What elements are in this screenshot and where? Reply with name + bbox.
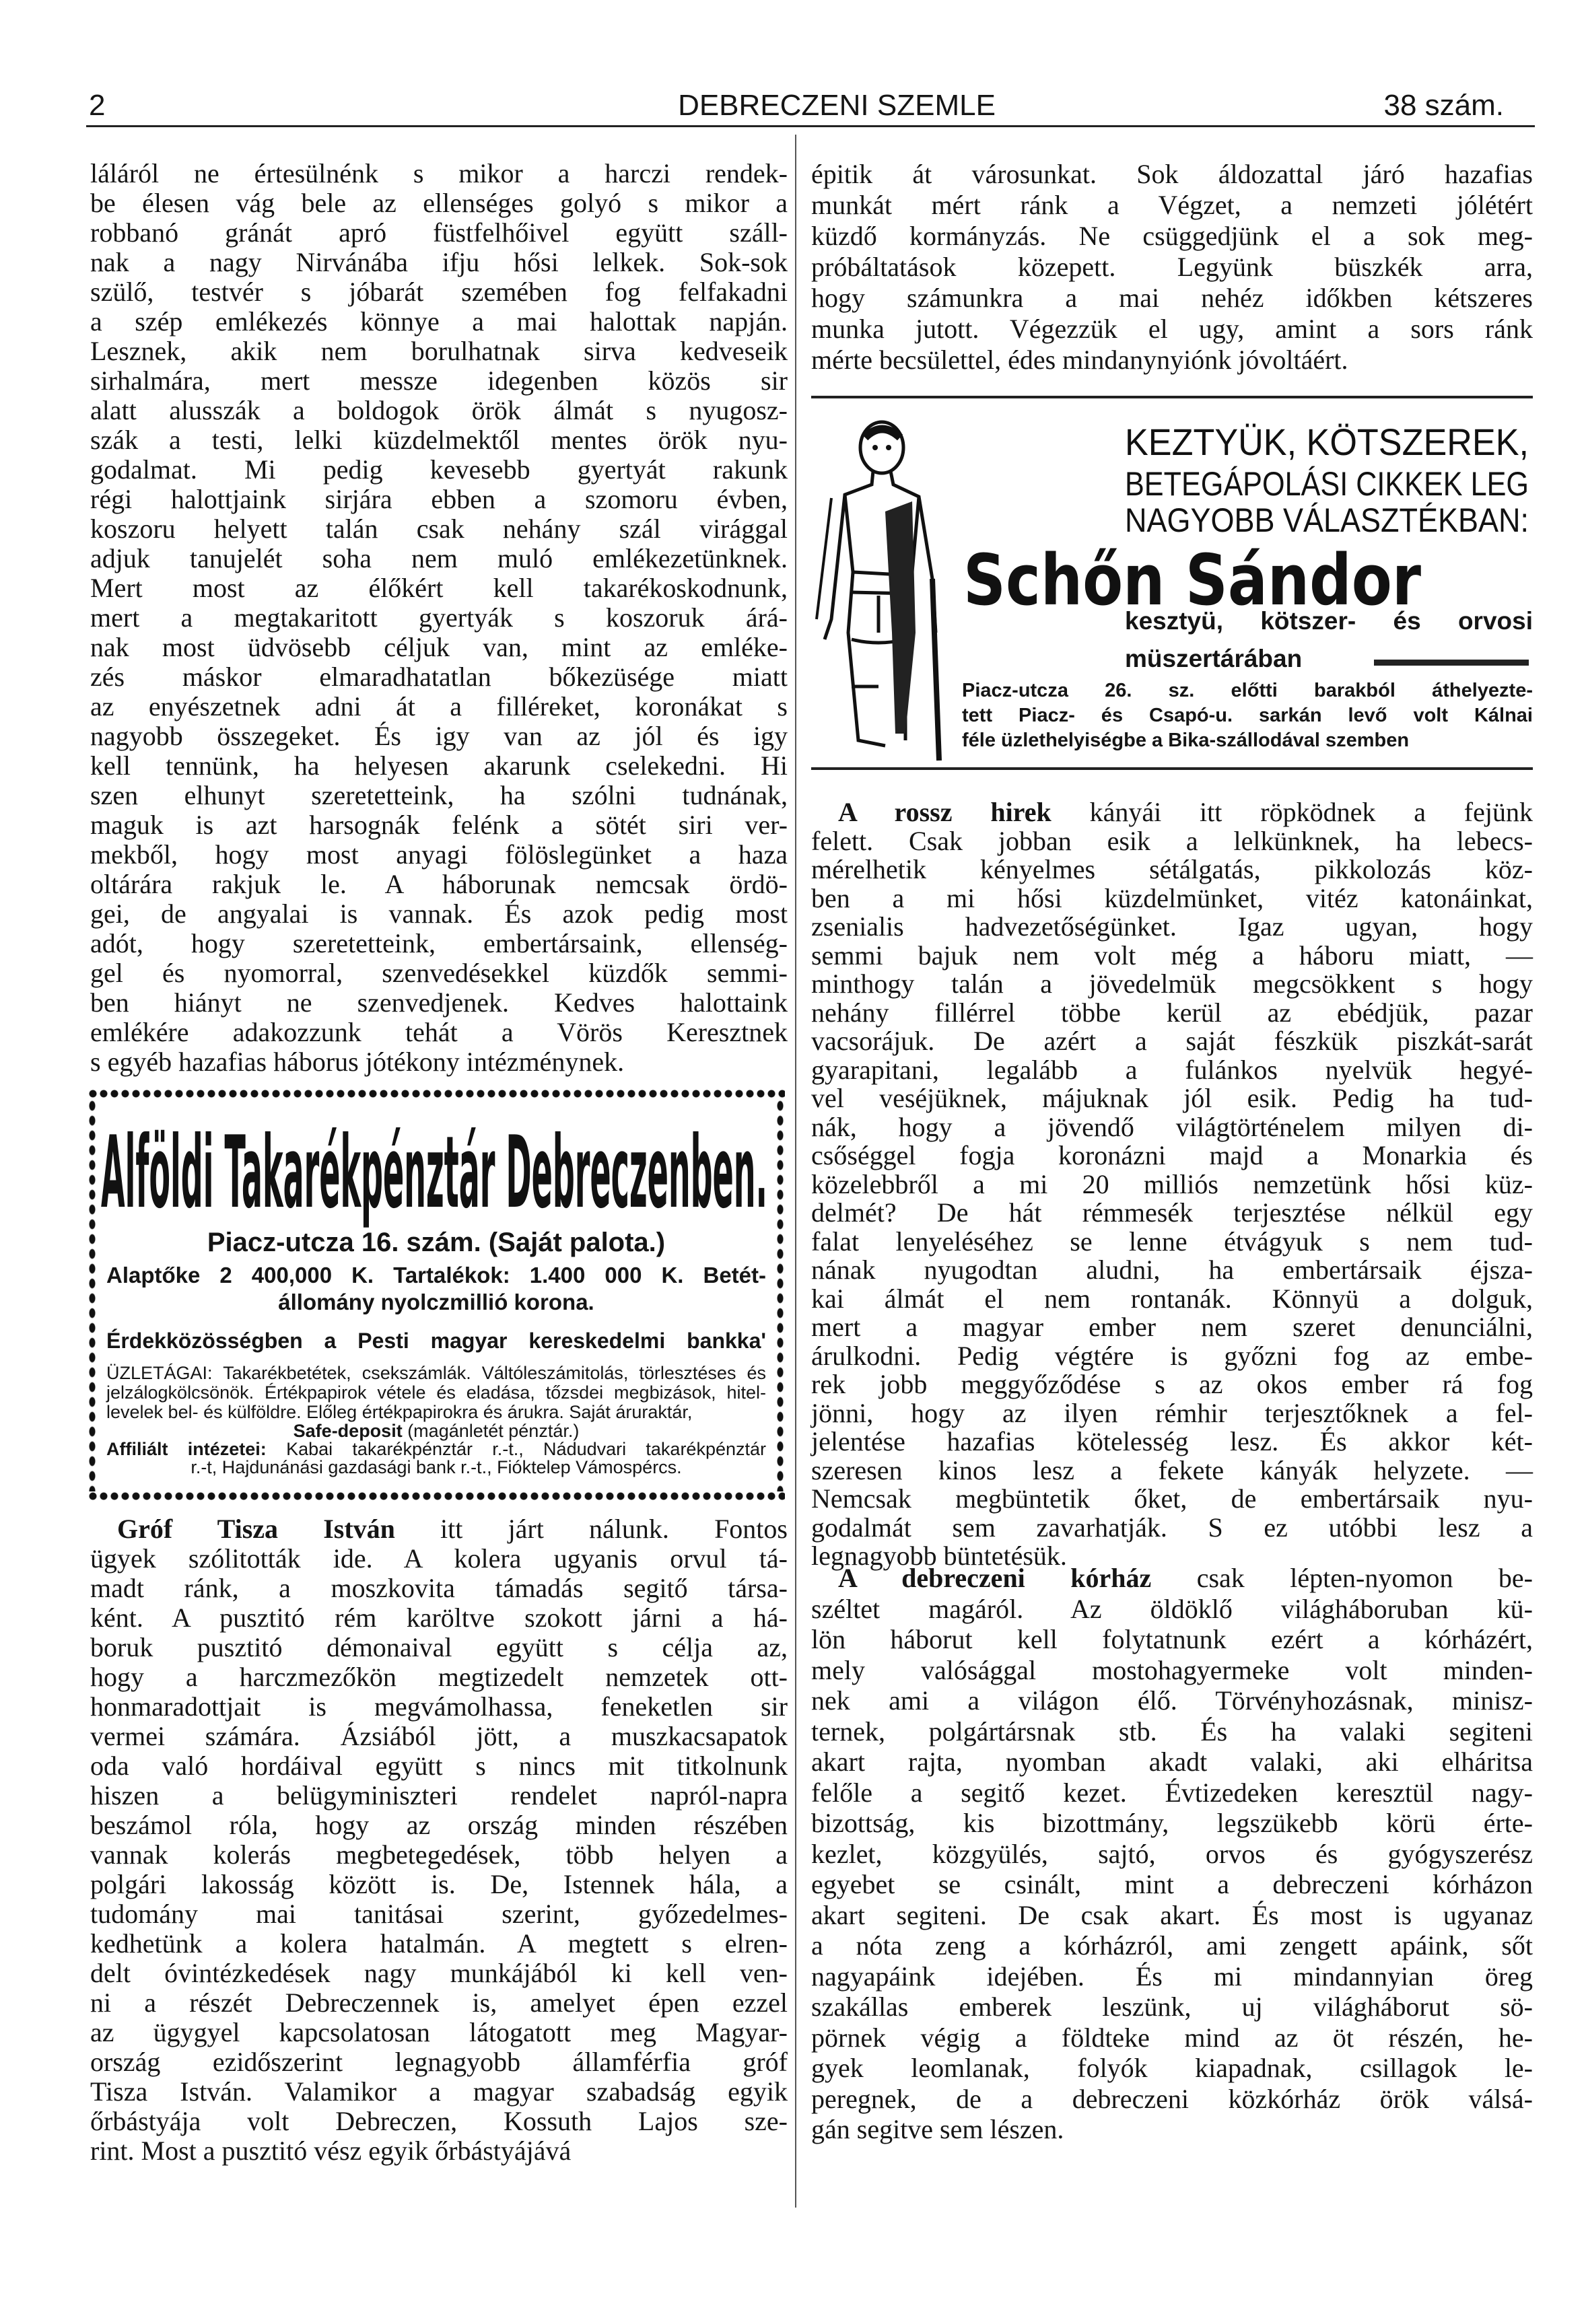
article-hospital bbox=[811, 1563, 1533, 2145]
text-line: sirhalmára, mert messze idegenben közös sir bbox=[90, 365, 788, 396]
ad-rule-top bbox=[811, 396, 1533, 398]
article-lead: A rossz hirek bbox=[838, 797, 1051, 827]
text-line: Tisza István. Valamikor a magyar szabadság egyik bbox=[90, 2076, 788, 2107]
text-line: ügyek szólitották ide. A kolera ugyanis orvul tá- bbox=[90, 1543, 788, 1574]
text-line: szülő, testvér s jóbarát szemében fog felfakadni bbox=[90, 277, 788, 307]
text-line: árulkodni. Pedig végtére is győzni fog az embe- bbox=[811, 1340, 1533, 1371]
text-line: legnagyobb büntetésük. bbox=[811, 1541, 1067, 1571]
newspaper-title: DEBRECZENI SZEMLE bbox=[678, 89, 996, 122]
text-line: be élesen vág bele az ellenséges golyó s mikor a bbox=[90, 188, 788, 218]
text-line: mely valósággal mostohagyermeke volt minden- bbox=[811, 1654, 1533, 1685]
text-line: ternek, polgártársnak stb. És ha valaki segiteni bbox=[811, 1716, 1533, 1747]
decorative-bar bbox=[1374, 660, 1529, 666]
text-line: mekből, hogy most anyagi fölöslegünket a haza bbox=[90, 839, 788, 870]
text-line: oltárára rakjuk le. A háborunak nemcsak ördö- bbox=[90, 869, 788, 899]
text-line: kezlet, közgyülés, sajtó, orvos és gyógyszerész bbox=[811, 1838, 1533, 1869]
shop-description: kesztyü, kötszer- és orvosi bbox=[1125, 607, 1533, 635]
text-line: tett Piacz- és Csapó-u. sarkán levő volt Kálnai bbox=[962, 705, 1533, 726]
dotted-border-right bbox=[775, 1098, 785, 1491]
text-line: régi halottjaink sirjára ebben a szomoru évben, bbox=[90, 484, 788, 514]
affiliates-text: Kabai takarékpénztár r.-t., Nádudvari takarékpénztár bbox=[266, 1439, 767, 1459]
text-line: ként. A pusztitó rém karöltve szokott járni a há- bbox=[90, 1603, 788, 1633]
bank-address: Piacz-utcza 16. szám. (Saját palota.) bbox=[207, 1228, 666, 1257]
bank-interest: Érdekközösségben a Pesti magyar kereskedelmi bankka' bbox=[106, 1329, 766, 1353]
text-line: nának nyugodtan aludni, ha embertársaik éjsza- bbox=[811, 1255, 1533, 1285]
column-divider bbox=[795, 135, 796, 2208]
article-tisza bbox=[90, 1514, 788, 2166]
text-line bbox=[811, 1563, 1533, 1594]
schon-advertisement bbox=[811, 404, 1533, 767]
text-line: hogy számunkra a mai nehéz időkben kétszeres bbox=[811, 283, 1533, 313]
ad-headline bbox=[1125, 423, 1533, 551]
bank-affiliates bbox=[106, 1440, 766, 1459]
text-line: gyarapitani, legalább a fulánkos nyelvük hegyé- bbox=[811, 1054, 1533, 1085]
text-line: delt óvintézkedések nagy munkájából ki kell ven- bbox=[90, 1958, 788, 1988]
header-rule bbox=[86, 125, 1535, 127]
text-line: az ügygyel kapcsolatosan látogatott meg Magyar- bbox=[90, 2017, 788, 2047]
text-line: s egyéb hazafias háborus jótékony intézménynek. bbox=[90, 1047, 625, 1077]
dotted-border-top bbox=[88, 1089, 785, 1098]
text-line: ÜZLETÁGAI: Takarékbetétek, csekszámlák. Váltóleszámitolás, törlesztéses és bbox=[106, 1363, 766, 1383]
text-line: ni a részét Debreczennek is, amelyet épen ezzel bbox=[90, 1987, 788, 2018]
text-line: mérte becsülettel, édes mindanynyiónk jóvoltáért. bbox=[811, 345, 1348, 375]
text-line bbox=[90, 1514, 788, 1544]
text-line: vacsorájuk. De azért a saját fészkük piszkát-sarát bbox=[811, 1026, 1533, 1056]
text-line: peregnek, de a debreczeni közkórház örök válsá- bbox=[811, 2083, 1533, 2114]
text-line: godalmát sem zavarhatják. S ez utóbbi lesz a bbox=[811, 1512, 1533, 1543]
text-line: mert a magyar ember nem szeret denunciálni, bbox=[811, 1312, 1533, 1342]
text-line: szakállas emberek leszünk, uj világháborut sö- bbox=[811, 1992, 1533, 2022]
text-line: egyebet se csinált, mint a debreczeni kórházon bbox=[811, 1869, 1533, 1899]
text-line: lön háborut kell folytatnunk ezért a kórházért, bbox=[811, 1624, 1533, 1654]
text-line: zsenialis hadvezetőségünket. Igaz ugyan, hogy bbox=[811, 911, 1533, 942]
text-line: akart rajta, nyomban akadt valaki, aki elháritsa bbox=[811, 1747, 1533, 1777]
bank-affiliates-2: r.-t, Hajdunánási gazdasági bank r.-t., Fióktelep Vámospércs. bbox=[191, 1457, 682, 1477]
text-line: kedhetünk a kolera hatalmán. A megtett s elren- bbox=[90, 1928, 788, 1959]
dotted-border-bottom bbox=[88, 1491, 785, 1501]
bank-advertisement bbox=[88, 1089, 785, 1501]
text-line: munka jutott. Végezzük el ugy, amint a sors ránk bbox=[811, 314, 1533, 344]
text-line: széltet magáról. Az öldöklő világháboruban kü- bbox=[811, 1593, 1533, 1624]
text-line: felőle a segitő kezet. Évtizedeken keresztül nagy- bbox=[811, 1777, 1533, 1808]
text-line: nak a nagy Nirvánába ifju hősi lelkek. Sok-sok bbox=[90, 247, 788, 277]
article-lead: Gróf Tisza István bbox=[117, 1514, 395, 1544]
text-line: munkát mért ránk a Végzet, a nemzeti jólétért bbox=[811, 190, 1533, 220]
text-line: őrbástyája volt Debreczen, Kossuth Lajos sze- bbox=[90, 2106, 788, 2136]
issue-number: 38 szám. bbox=[1383, 89, 1504, 122]
text-line: gán segitve sem lészen. bbox=[811, 2114, 1064, 2144]
text-line: kai álmát el nem rontanák. Könnyü a dolguk, bbox=[811, 1283, 1533, 1314]
text-line: gel és nyomorral, szenvedésekkel küzdők semmi- bbox=[90, 958, 788, 988]
text-line: féle üzlethelyiségbe a Bika-szállodával szemben bbox=[962, 730, 1410, 751]
text-line: boruk pusztitó démonaival együtt s célja az, bbox=[90, 1632, 788, 1662]
text-line: a nóta zeng a kórházról, ami zengett apáink, sőt bbox=[811, 1930, 1533, 1961]
text-line: alatt alusszák a boldogok örök álmát s nyugosz- bbox=[90, 395, 788, 425]
text-line: ben a mi hősi küzdelmünket, vitéz katonáinkat, bbox=[811, 882, 1533, 913]
svg-text:Alföldi Takarékpénztár Debrecz: Alföldi Takarékpénztár Debreczenben. bbox=[101, 1124, 767, 1230]
text-line: mert a megtakaritott gyertyák s koszoruk árá- bbox=[90, 602, 788, 633]
text-line: robbanó gránát apró füstfelhőivel együtt száll- bbox=[90, 217, 788, 248]
text-line: szák a testi, lelki küzdelmektől mentes örök nyu- bbox=[90, 425, 788, 455]
text: kányái itt röpködnek a fejünk bbox=[1051, 797, 1533, 827]
text-line: nak most üdvösebb céljuk van, mint az emléke- bbox=[90, 632, 788, 662]
text-line: hogy a harczmezőkön megtizedelt nemzetek ott- bbox=[90, 1662, 788, 1692]
bank-safe-deposit bbox=[101, 1421, 771, 1441]
text-line: rek jobb meggyőződése s az okos ember rá fog bbox=[811, 1369, 1533, 1399]
text-line: vannak kolerás megbetegedések, több helyen a bbox=[90, 1839, 788, 1870]
text-line: épitik át városunkat. Sok áldozattal járó hazafias bbox=[811, 159, 1533, 189]
text-line: adót, hogy szeretetteink, embertársaink, ellenség- bbox=[90, 928, 788, 958]
text-line bbox=[811, 798, 1533, 827]
text-line: oda való hordáival együtt s nincs mit titkolnunk bbox=[90, 1751, 788, 1781]
text-line: godalmat. Mi pedig kevesebb gyertyát rakunk bbox=[90, 454, 788, 485]
text-line: gyek leomlanak, folyók kiapadnak, csillagok le- bbox=[811, 2053, 1533, 2083]
ad-rule-bottom bbox=[811, 767, 1533, 770]
safe-text: (magánletét pénztár.) bbox=[402, 1421, 580, 1441]
bank-capital: Alaptőke 2 400,000 K. Tartalékok: 1.400 000 K. Betét- bbox=[106, 1263, 766, 1288]
man-with-prosthesis-illustration bbox=[811, 417, 953, 771]
safe-label: Safe-deposit bbox=[293, 1421, 403, 1441]
text-line: polgári lakosság között is. De, Istennek hála, a bbox=[90, 1869, 788, 1899]
text-line: falat lenyeléséhez se lenne étvágyuk s nem tud- bbox=[811, 1226, 1533, 1257]
shop-owner-name bbox=[963, 537, 1435, 618]
text-line: nehány fillérrel többe kerül az ebédjük, pazar bbox=[811, 997, 1533, 1028]
text-line: csőséggel fogja koronázni majd a Monarkia és bbox=[811, 1140, 1533, 1170]
text-line: közelebbről a mi 20 milliós nemzetünk hősi küz- bbox=[811, 1168, 1533, 1199]
text-line: vel veséjüknek, májuknak jól esik. Pedig ha tud- bbox=[811, 1083, 1533, 1113]
text-line: bizottság, kis bizottmány, legszükebb körü érte- bbox=[811, 1808, 1533, 1838]
article-all-souls bbox=[90, 159, 788, 1077]
text-line: szen elhunyt szeretetteink, ha szólni tudnának, bbox=[90, 780, 788, 810]
text-line: a szép emlékezés könnye a mai halottak napján. bbox=[90, 306, 788, 337]
text-line: Mert most az élőkért kell takarékoskodnunk, bbox=[90, 573, 788, 603]
text-line: jönni, hogy az ilyen rémhir terjesztőknek a fel- bbox=[811, 1397, 1533, 1428]
text-line: próbáltatások közepett. Legyünk büszkék arra, bbox=[811, 252, 1533, 282]
text-line: nák, hogy a jövendő világtörténelem milyen di- bbox=[811, 1111, 1533, 1142]
text-line: levelek bel- és külföldre. Előleg értékpapirokra és árukra. Saját áruraktár, bbox=[106, 1402, 693, 1422]
svg-text:Schőn Sándor: Schőn Sándor bbox=[963, 539, 1421, 618]
text-line: Lesznek, akik nem borulhatnak sirva kedveseik bbox=[90, 336, 788, 366]
article-rumors bbox=[811, 798, 1533, 1571]
text-line: nek ami a világon élő. Törvényhozásnak, minisz- bbox=[811, 1685, 1533, 1716]
bank-title bbox=[101, 1124, 774, 1232]
text-line: pörnek végig a földteke mind az öt részén, he- bbox=[811, 2022, 1533, 2053]
text-line: felett. Csak jobban esik a lelkünknek, ha lebecs- bbox=[811, 825, 1533, 856]
text-line: kell tennünk, ha helyesen akarunk cselekedni. Hi bbox=[90, 750, 788, 781]
text-line: zés máskor elmaradhatatlan bőkezüsége miatt bbox=[90, 662, 788, 692]
text-line: nagyapáink idejében. És mi mindannyian öreg bbox=[811, 1961, 1533, 1992]
shop-address bbox=[962, 678, 1533, 753]
article-continuation bbox=[811, 159, 1533, 376]
text-line: láláról ne értesülnénk s mikor a harczi rendek- bbox=[90, 158, 788, 188]
text-line: gei, de angyalai is vannak. És azok pedig most bbox=[90, 899, 788, 929]
text-line: küzdő kormányzás. Ne csüggedjünk el a sok meg- bbox=[811, 221, 1533, 251]
text-line: ország ezidőszerint legnagyobb államférfia gróf bbox=[90, 2047, 788, 2077]
text-line: jelentése hazafias kötelesség lesz. És akkor két- bbox=[811, 1426, 1533, 1456]
text-line: ben hiányt ne szenvedjenek. Kedves halottaink bbox=[90, 987, 788, 1018]
svg-text:NAGYOBB VÁLASZTÉKBAN:: NAGYOBB VÁLASZTÉKBAN: bbox=[1125, 501, 1529, 539]
text-line: vermei számára. Ázsiából jött, a muszkacsapatok bbox=[90, 1721, 788, 1751]
text-line: beszámol róla, hogy az ország minden részében bbox=[90, 1810, 788, 1840]
svg-text:KEZTYÜK, KÖTSZEREK,: KEZTYÜK, KÖTSZEREK, bbox=[1125, 423, 1529, 463]
text-line: adjuk tanujelét soha nem muló emlékezetünknek. bbox=[90, 543, 788, 573]
text-line: koszoru helyett talán csak nehány szál virággal bbox=[90, 514, 788, 544]
text: itt járt nálunk. Fontos bbox=[394, 1514, 788, 1544]
dotted-border-left bbox=[88, 1098, 97, 1491]
article-lead: A debreczeni kórház bbox=[838, 1563, 1152, 1593]
text-line: tudomány mai tanitásai szerint, győzedelmes- bbox=[90, 1899, 788, 1929]
text-line: szeresen kinos lesz a fekete kányák helyzete. — bbox=[811, 1454, 1533, 1485]
text-line: rint. Most a pusztitó vész egyik őrbástyájává bbox=[90, 2136, 572, 2166]
bank-business bbox=[106, 1364, 766, 1422]
text-line: hiszen a belügyminiszteri rendelet napról-napra bbox=[90, 1780, 788, 1810]
bank-deposits: állomány nyolczmillió korona. bbox=[278, 1290, 594, 1314]
text-line: Nemcsak megbüntetik őket, de embertársaik nyu- bbox=[811, 1483, 1533, 1514]
text-line: az enyészetnek adni át a filléreket, koronákat s bbox=[90, 691, 788, 721]
svg-text:BETEGÁPOLÁSI CIKKEK LEG: BETEGÁPOLÁSI CIKKEK LEG bbox=[1125, 465, 1529, 503]
shop-description-2: müszertárában bbox=[1125, 645, 1303, 672]
text-line: delmét? De hát rémmesék terjesztése nélkül egy bbox=[811, 1197, 1533, 1228]
text-line: semmi bajuk nem volt még a háboru miatt, — bbox=[811, 940, 1533, 971]
text-line: emlékére adakozzunk tehát a Vörös Keresztnek bbox=[90, 1017, 788, 1047]
text-line: nagyobb összegeket. És igy van az jól és igy bbox=[90, 721, 788, 751]
text: csak lépten-nyomon be- bbox=[1151, 1563, 1533, 1593]
text-line: mérelhetik kényelmes sétálgatás, pikkolozás köz- bbox=[811, 854, 1533, 884]
text-line: honmaradottjait is megvámolhassa, feneketlen sir bbox=[90, 1691, 788, 1722]
text-line: minthogy talán a jövedelmük megcsökkent s hogy bbox=[811, 969, 1533, 999]
text-line: jelzálogkölcsönök. Értékpapirok vétele és eladása, tőzsdei megbizások, hitel- bbox=[106, 1382, 766, 1403]
text-line: akart segiteni. De csak akart. És most is ugyanaz bbox=[811, 1899, 1533, 1930]
text-line: maguk is azt harsognák felénk a sötét siri ver- bbox=[90, 810, 788, 840]
text-line: madt ránk, a moszkovita támadás segitő társa- bbox=[90, 1573, 788, 1603]
affiliates-label: Affiliált intézetei: bbox=[106, 1439, 267, 1459]
page-number: 2 bbox=[89, 89, 106, 122]
text-line: Piacz-utcza 26. sz. előtti barakból áthelyezte- bbox=[962, 680, 1533, 701]
